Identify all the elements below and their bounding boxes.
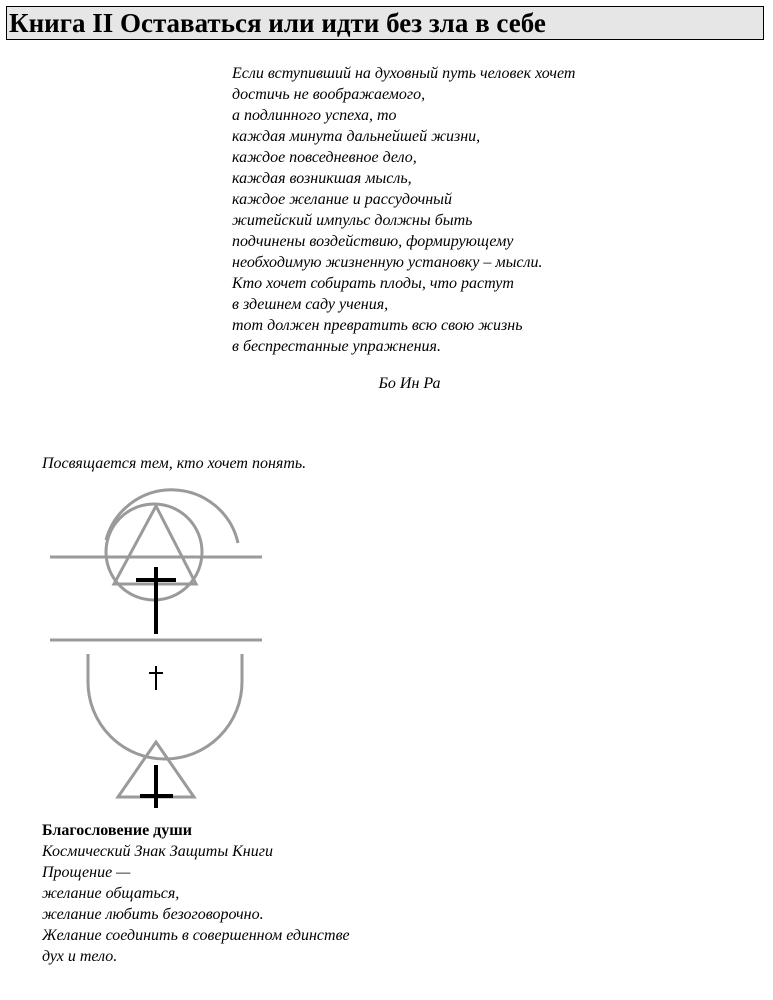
epigraph-line: Кто хочет собирать плоды, что растут [232, 275, 514, 292]
epigraph-line: Если вступивший на духовный путь человек хочет [232, 65, 576, 82]
epigraph-line: тот должен превратить всю свою жизнь [232, 317, 523, 334]
epigraph-line: каждое желание и рассудочный [232, 191, 452, 208]
epigraph-line: а подлинного успеха, то [232, 107, 397, 124]
blessing-line: Прощение — [42, 864, 131, 881]
cosmic-protection-sign-icon [40, 482, 280, 812]
emblem-gray-strokes [50, 490, 262, 797]
epigraph-line: необходимую жизненную установку – мысли. [232, 254, 543, 271]
epigraph-line: каждая возникшая мысль, [232, 170, 412, 187]
emblem-crosses [136, 567, 176, 808]
blessing-line: Желание соединить в совершенном единстве [42, 927, 350, 944]
title-bar [6, 6, 764, 40]
epigraph-line: достичь не воображаемого, [232, 86, 426, 103]
blessing-heading: Благословение души [42, 822, 192, 839]
dedication: Посвящается тем, кто хочет понять. [42, 455, 307, 472]
blessing [42, 820, 542, 967]
epigraph-line: в беспрестанные упражнения. [232, 338, 441, 355]
page-title: Книга II Оставаться или идти без зла в себе [9, 8, 546, 38]
lower-bowl [88, 654, 242, 759]
epigraph-line: подчинены воздействию, формирующему [232, 233, 514, 250]
epigraph-line: житейский импульс должны быть [232, 212, 473, 229]
epigraph [232, 63, 752, 357]
epigraph-line: в здешнем саду учения, [232, 296, 389, 313]
epigraph-line: каждая минута дальнейшей жизни, [232, 128, 481, 145]
blessing-line: желание общаться, [42, 885, 180, 902]
blessing-line: Космический Знак Защиты Книги [42, 843, 273, 860]
epigraph-author: Бо Ин Ра [378, 375, 441, 392]
epigraph-line: каждое повседневное дело, [232, 149, 417, 166]
blessing-line: желание любить безоговорочно. [42, 906, 264, 923]
blessing-line: дух и тело. [42, 948, 118, 965]
